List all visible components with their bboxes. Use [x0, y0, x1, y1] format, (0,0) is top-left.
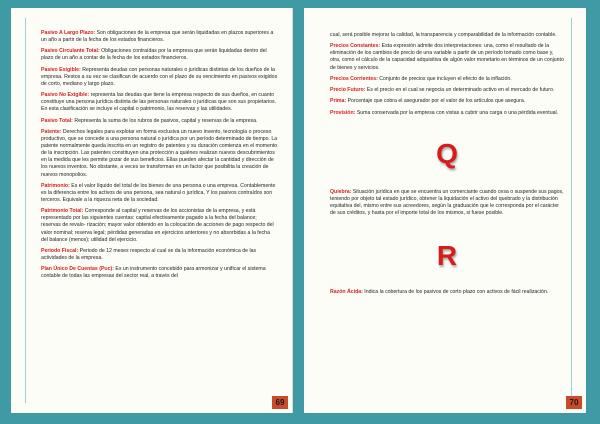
glossary-definition: Es el precio en el cual se negocia un determinado activo en el mercado de futuro. — [365, 87, 555, 94]
glossary-term: Pasivo Exigible: — [41, 66, 81, 73]
glossary-term: Patrimonio Total: — [41, 208, 84, 215]
glossary-term: Precios Constantes: — [330, 43, 381, 50]
continued-paragraph: cual, será posible mejorar la calidad, la transparencia y comparabilidad de la información contable. — [330, 32, 557, 38]
glossary-term: Patente: — [41, 128, 62, 135]
glossary-entry — [330, 189, 564, 217]
glossary-term: Periodo Fiscal: — [41, 247, 79, 254]
glossary-definition: Es el valor líquido del total de los bienes de una persona o una empresa. Contablemente es la diferencia entre los activos de una persona, sea natural o jurídica, Y los pasivos contraídos son terceros. Equivale a la riqueza neta de la sociedad. — [41, 182, 276, 203]
left-page — [11, 8, 293, 413]
glossary-definition: Porcentaje que cobra el asegurador por el valor de los artículos que asegura. — [346, 98, 526, 105]
glossary-definition: Situación jurídica en que se encuentra un comerciante cuando cesa o suspende sus pagos, teniendo por objeto tal estado jurídico, obtener la liquidación el activo del quebrado y la distribución equitativa del, mismo entre sus acreedores, según la graduación que le corresponda por el carácter de sus créditos, y hasta por el importe total de los mismos, si fuese posible. — [330, 188, 564, 217]
entries-p-section — [330, 43, 564, 117]
right-page — [304, 8, 586, 413]
glossary-term: Prima: — [330, 98, 347, 105]
entries-q-section — [330, 189, 564, 217]
page-number-badge: 70 — [566, 396, 582, 409]
glossary-term: Quiebra: — [330, 188, 352, 195]
glossary-entry — [41, 266, 278, 280]
glossary-definition: Esta expresión admite dos interpretaciones: una, como el resultado de la eliminación de los cambios de precio de una variable a partir de un período tomado como base y, otra, como el cálculo de la capacidad adquisitiva de algún valor monetario en términos de un conjunto de bienes y servicios. — [330, 43, 564, 71]
glossary-entry — [41, 67, 278, 88]
left-column — [41, 30, 278, 285]
section-letter-q: Q — [436, 137, 458, 169]
glossary-term: Patrimonio: — [41, 182, 70, 189]
glossary-term: Pasivo No Exigible: — [41, 92, 90, 99]
glossary-definition: Representa deudas con personas naturales o jurídicas distintas de los dueños de la empresa. Restos a su vez se clasifican de acuerdo con el plazo de su vencimiento en pasivos exigidos de corto, mediano y largo plazo. — [41, 66, 278, 87]
glossary-entry — [41, 118, 278, 125]
glossary-definition: Conjunto de precios que incluyen el efecto de la inflación. — [377, 75, 512, 82]
glossary-entry — [41, 129, 278, 179]
page-number-badge: 69 — [272, 396, 288, 409]
right-column — [330, 32, 564, 300]
glossary-entry — [41, 48, 278, 62]
glossary-definition: Periodo de 12 meses respecto al cual se da la información económica de las actividades de la empresa. — [41, 247, 257, 262]
glossary-entry — [330, 76, 564, 83]
glossary-entry — [330, 87, 564, 94]
glossary-definition: Suma conservada por la empresa con vistas a cubrir una carga o una pérdida eventual. — [355, 109, 559, 116]
glossary-entry — [41, 183, 278, 204]
glossary-definition: Derechos legales para explotar en forma exclusiva un nuevo invento, tecnología o proceso productivo, que se concede a una persona natural o jurídica por un período determinado de tiempo. La patente normalmente queda inscrita en un registro de patentes y su duración comienza en el momento de la inscripción. Las patentes constituyen una protección a quiénes realizan nuevos descubrimientos en la medida que les permite gozar de sus beneficios. Ellas pueden afectar la cantidad y dirección de los nuevos inventos. No obstante, a veces se transforman en un factor que posibilita la creación de nuevos monopolios. — [41, 128, 278, 178]
entries-r-section — [330, 289, 564, 296]
glossary-term: Pasivo Total: — [41, 117, 73, 124]
glossary-entry — [41, 30, 278, 44]
glossary-definition: Son obligaciones de la empresa que serán liquidadas en plazos superiores a un año a partir de la fecha de los estados financieros. — [41, 30, 274, 44]
section-letter-r: R — [436, 240, 458, 272]
glossary-definition: Representa la suma de los rubros de pasivos, capital y reservas de la empresa. — [72, 117, 258, 124]
glossary-definition: Corresponde al capital y reservas de los accionistas de la empresa, y está representado por las siguientes cuentas: capital efectivamente pagado a la fecha del balance; reservas de revalo- rización; mayor valor obtenido en la colocación de acciones de pago respecto del valor nominal; reserva legal; pérdidas generadas en ejercicios anteriores y no absorbidas a la fecha del balance (menos); utilidad del ejercicio. — [41, 208, 274, 243]
glossary-definition: Es un instrumento concebido para armonizar y unificar el sistema contable de todas las empresas del sector real, a través del — [41, 266, 266, 280]
glossary-entry — [330, 289, 564, 296]
glossary-term: Razón Ácida: — [330, 289, 363, 296]
glossary-term: Plan Único De Cuentas (Puc): — [41, 266, 114, 273]
glossary-entry — [330, 110, 564, 117]
glossary-term: Precios Corrientes: — [330, 75, 378, 82]
glossary-term: Pasivo Circulante Total: — [41, 48, 100, 55]
glossary-definition: Indica la cobertura de los pasivos de corto plazo con activos de fácil realización. — [362, 289, 549, 296]
glossary-entry — [41, 248, 278, 262]
glossary-term: Pasivo A Largo Plazo: — [41, 30, 96, 36]
glossary-entry — [330, 98, 564, 105]
glossary-definition: Obligaciones contraídas por la empresa que serán liquidadas dentro del plazo de un año a contar de la fecha de los estados financieros. — [41, 48, 267, 62]
glossary-entry — [41, 92, 278, 113]
glossary-entry — [41, 208, 278, 243]
glossary-term: Provisión: — [330, 109, 356, 116]
glossary-definition: representa las deudas que tiene la empresa respecto de sus dueños, en cuanto constituye una persona jurídica distinta de las personas naturales o jurídicas que son sus propietarios. En esta clasificación se incluye el capital o patrimonio, las reservas y las utilidades. — [41, 92, 277, 113]
glossary-term: Precio Futuro: — [330, 87, 366, 94]
glossary-entry — [330, 43, 564, 71]
